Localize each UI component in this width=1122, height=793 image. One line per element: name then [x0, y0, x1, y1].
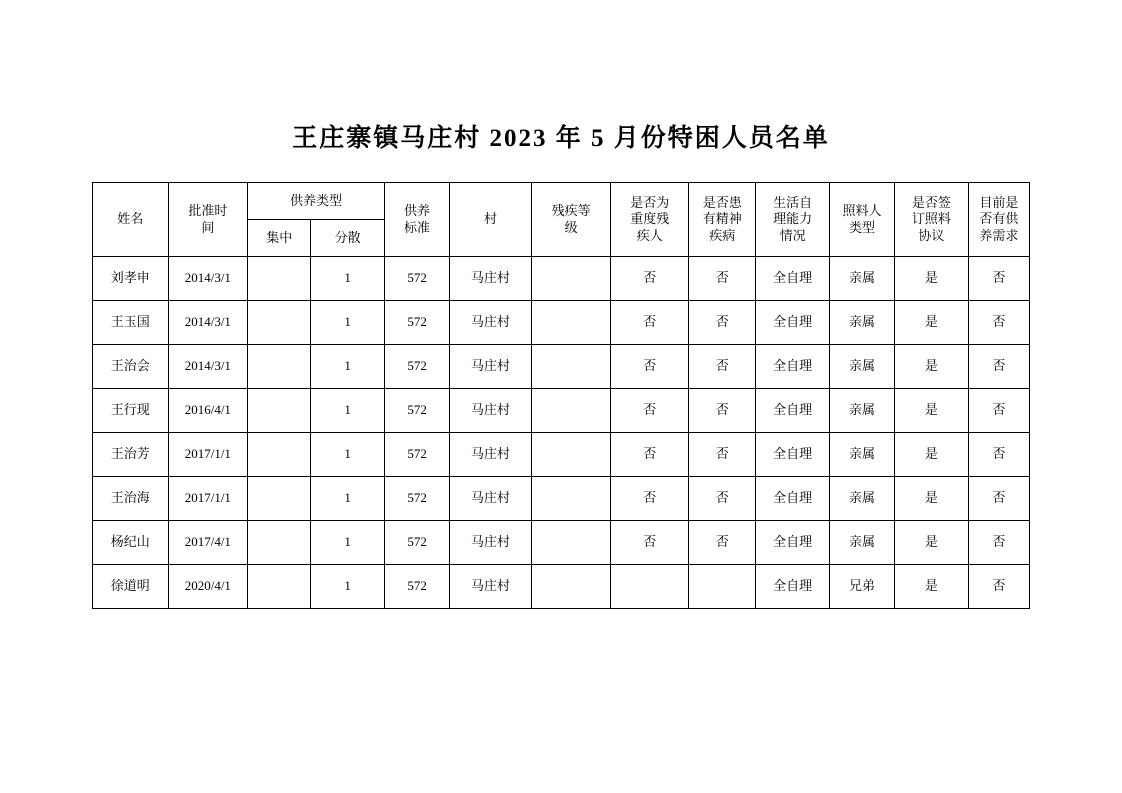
- cell-name: 王行现: [93, 389, 169, 433]
- cell-carer-type: 兄弟: [829, 565, 894, 609]
- header-support-dispersed: 分散: [311, 220, 385, 257]
- header-current-need: [968, 183, 1029, 257]
- cell-village: 马庄村: [450, 257, 532, 301]
- cell-agreement: 是: [895, 345, 968, 389]
- cell-current-need: 否: [968, 301, 1029, 345]
- header-current-need-line2: 否有供: [979, 211, 1019, 227]
- cell-carer-type: 亲属: [829, 477, 894, 521]
- cell-village: 马庄村: [450, 477, 532, 521]
- special-hardship-table-container: [92, 182, 1030, 609]
- cell-carer-type: 亲属: [829, 433, 894, 477]
- cell-current-need: 否: [968, 345, 1029, 389]
- cell-village: 马庄村: [450, 389, 532, 433]
- cell-self-care: 全自理: [756, 389, 829, 433]
- header-mental-illness-line2: 有精神: [702, 211, 742, 227]
- cell-mental-illness: [689, 565, 756, 609]
- header-agreement-line3: 协议: [918, 227, 945, 243]
- header-self-care-line1: 生活自: [773, 195, 813, 211]
- cell-carer-type: 亲属: [829, 521, 894, 565]
- cell-approval-time: 2020/4/1: [168, 565, 248, 609]
- cell-standard: 572: [384, 565, 449, 609]
- cell-dispersed: 1: [311, 301, 385, 345]
- cell-dispersed: 1: [311, 345, 385, 389]
- cell-severe-disability: 否: [611, 477, 689, 521]
- cell-standard: 572: [384, 301, 449, 345]
- cell-approval-time: 2014/3/1: [168, 345, 248, 389]
- cell-standard: 572: [384, 477, 449, 521]
- cell-disability-level: [531, 345, 611, 389]
- cell-standard: 572: [384, 521, 449, 565]
- cell-self-care: 全自理: [756, 565, 829, 609]
- header-carer-type: [829, 183, 894, 257]
- cell-severe-disability: 否: [611, 521, 689, 565]
- cell-dispersed: 1: [311, 477, 385, 521]
- cell-agreement: 是: [895, 521, 968, 565]
- cell-concentrated: [248, 301, 311, 345]
- table-body: [93, 257, 1030, 609]
- cell-severe-disability: [611, 565, 689, 609]
- header-carer-type-line2: 类型: [849, 219, 876, 235]
- table-row: [93, 345, 1030, 389]
- table-header: [93, 183, 1030, 257]
- cell-current-need: 否: [968, 257, 1029, 301]
- table-row: [93, 301, 1030, 345]
- cell-village: 马庄村: [450, 301, 532, 345]
- header-self-care-line3: 情况: [779, 227, 806, 243]
- special-hardship-personnel-table: [92, 182, 1030, 609]
- cell-self-care: 全自理: [756, 433, 829, 477]
- header-mental-illness-line1: 是否患: [702, 195, 742, 211]
- header-mental-illness: [689, 183, 756, 257]
- cell-mental-illness: 否: [689, 477, 756, 521]
- header-village: 村: [450, 183, 532, 257]
- header-severe-disability-line1: 是否为: [630, 195, 670, 211]
- header-mental-illness-line3: 疾病: [709, 227, 736, 243]
- table-row: [93, 257, 1030, 301]
- cell-self-care: 全自理: [756, 257, 829, 301]
- cell-carer-type: 亲属: [829, 257, 894, 301]
- cell-severe-disability: 否: [611, 433, 689, 477]
- cell-village: 马庄村: [450, 521, 532, 565]
- header-agreement-line2: 订照料: [911, 211, 951, 227]
- cell-carer-type: 亲属: [829, 301, 894, 345]
- header-name: 姓名: [93, 183, 169, 257]
- cell-dispersed: 1: [311, 433, 385, 477]
- table-row: [93, 389, 1030, 433]
- table-row: [93, 521, 1030, 565]
- cell-disability-level: [531, 389, 611, 433]
- cell-name: 王玉国: [93, 301, 169, 345]
- cell-self-care: 全自理: [756, 521, 829, 565]
- cell-dispersed: 1: [311, 521, 385, 565]
- cell-self-care: 全自理: [756, 345, 829, 389]
- header-agreement-line1: 是否签: [911, 195, 951, 211]
- cell-agreement: 是: [895, 433, 968, 477]
- cell-self-care: 全自理: [756, 301, 829, 345]
- cell-severe-disability: 否: [611, 257, 689, 301]
- cell-approval-time: 2017/1/1: [168, 477, 248, 521]
- cell-mental-illness: 否: [689, 257, 756, 301]
- header-severe-disability-line2: 重度残: [630, 211, 670, 227]
- header-current-need-line3: 养需求: [979, 227, 1019, 243]
- cell-standard: 572: [384, 345, 449, 389]
- table-row: [93, 477, 1030, 521]
- header-disability-level-line1: 残疾等: [551, 203, 591, 219]
- cell-approval-time: 2017/1/1: [168, 433, 248, 477]
- cell-name: 王治海: [93, 477, 169, 521]
- header-agreement: [895, 183, 968, 257]
- cell-dispersed: 1: [311, 257, 385, 301]
- cell-disability-level: [531, 301, 611, 345]
- cell-current-need: 否: [968, 389, 1029, 433]
- cell-agreement: 是: [895, 389, 968, 433]
- cell-current-need: 否: [968, 565, 1029, 609]
- cell-village: 马庄村: [450, 565, 532, 609]
- cell-severe-disability: 否: [611, 389, 689, 433]
- cell-agreement: 是: [895, 565, 968, 609]
- cell-agreement: 是: [895, 301, 968, 345]
- header-self-care-line2: 理能力: [773, 211, 813, 227]
- cell-concentrated: [248, 565, 311, 609]
- cell-approval-time: 2017/4/1: [168, 521, 248, 565]
- cell-carer-type: 亲属: [829, 389, 894, 433]
- cell-standard: 572: [384, 257, 449, 301]
- cell-mental-illness: 否: [689, 345, 756, 389]
- header-approval-time: [168, 183, 248, 257]
- header-approval-time-line2: 间: [201, 219, 215, 235]
- cell-name: 王治会: [93, 345, 169, 389]
- header-disability-level-line2: 级: [564, 219, 578, 235]
- cell-mental-illness: 否: [689, 521, 756, 565]
- cell-standard: 572: [384, 389, 449, 433]
- header-row-1: [93, 183, 1030, 220]
- cell-standard: 572: [384, 433, 449, 477]
- cell-self-care: 全自理: [756, 477, 829, 521]
- cell-severe-disability: 否: [611, 301, 689, 345]
- header-support-type: 供养类型: [248, 183, 385, 220]
- cell-disability-level: [531, 477, 611, 521]
- cell-approval-time: 2014/3/1: [168, 257, 248, 301]
- cell-disability-level: [531, 433, 611, 477]
- cell-village: 马庄村: [450, 433, 532, 477]
- cell-severe-disability: 否: [611, 345, 689, 389]
- cell-name: 王治芳: [93, 433, 169, 477]
- cell-concentrated: [248, 257, 311, 301]
- cell-concentrated: [248, 389, 311, 433]
- header-current-need-line1: 目前是: [979, 195, 1019, 211]
- cell-disability-level: [531, 257, 611, 301]
- cell-dispersed: 1: [311, 389, 385, 433]
- header-support-standard: [384, 183, 449, 257]
- header-disability-level: [531, 183, 611, 257]
- header-approval-time-line1: 批准时: [188, 203, 228, 219]
- cell-dispersed: 1: [311, 565, 385, 609]
- header-support-standard-line2: 标准: [404, 219, 431, 235]
- header-support-concentrated: 集中: [248, 220, 311, 257]
- cell-mental-illness: 否: [689, 301, 756, 345]
- header-carer-type-line1: 照料人: [842, 203, 882, 219]
- cell-current-need: 否: [968, 477, 1029, 521]
- header-self-care: [756, 183, 829, 257]
- cell-agreement: 是: [895, 257, 968, 301]
- cell-current-need: 否: [968, 521, 1029, 565]
- cell-concentrated: [248, 477, 311, 521]
- cell-village: 马庄村: [450, 345, 532, 389]
- cell-name: 刘孝申: [93, 257, 169, 301]
- table-row: [93, 565, 1030, 609]
- header-severe-disability-line3: 疾人: [636, 227, 663, 243]
- cell-carer-type: 亲属: [829, 345, 894, 389]
- cell-concentrated: [248, 345, 311, 389]
- header-support-standard-line1: 供养: [404, 203, 431, 219]
- cell-approval-time: 2014/3/1: [168, 301, 248, 345]
- page-title: 王庄寨镇马庄村 2023 年 5 月份特困人员名单: [292, 125, 830, 152]
- cell-approval-time: 2016/4/1: [168, 389, 248, 433]
- cell-concentrated: [248, 521, 311, 565]
- cell-disability-level: [531, 521, 611, 565]
- cell-name: 徐道明: [93, 565, 169, 609]
- cell-mental-illness: 否: [689, 389, 756, 433]
- cell-concentrated: [248, 433, 311, 477]
- cell-mental-illness: 否: [689, 433, 756, 477]
- cell-disability-level: [531, 565, 611, 609]
- cell-name: 杨纪山: [93, 521, 169, 565]
- header-severe-disability: [611, 183, 689, 257]
- table-row: [93, 433, 1030, 477]
- cell-agreement: 是: [895, 477, 968, 521]
- cell-current-need: 否: [968, 433, 1029, 477]
